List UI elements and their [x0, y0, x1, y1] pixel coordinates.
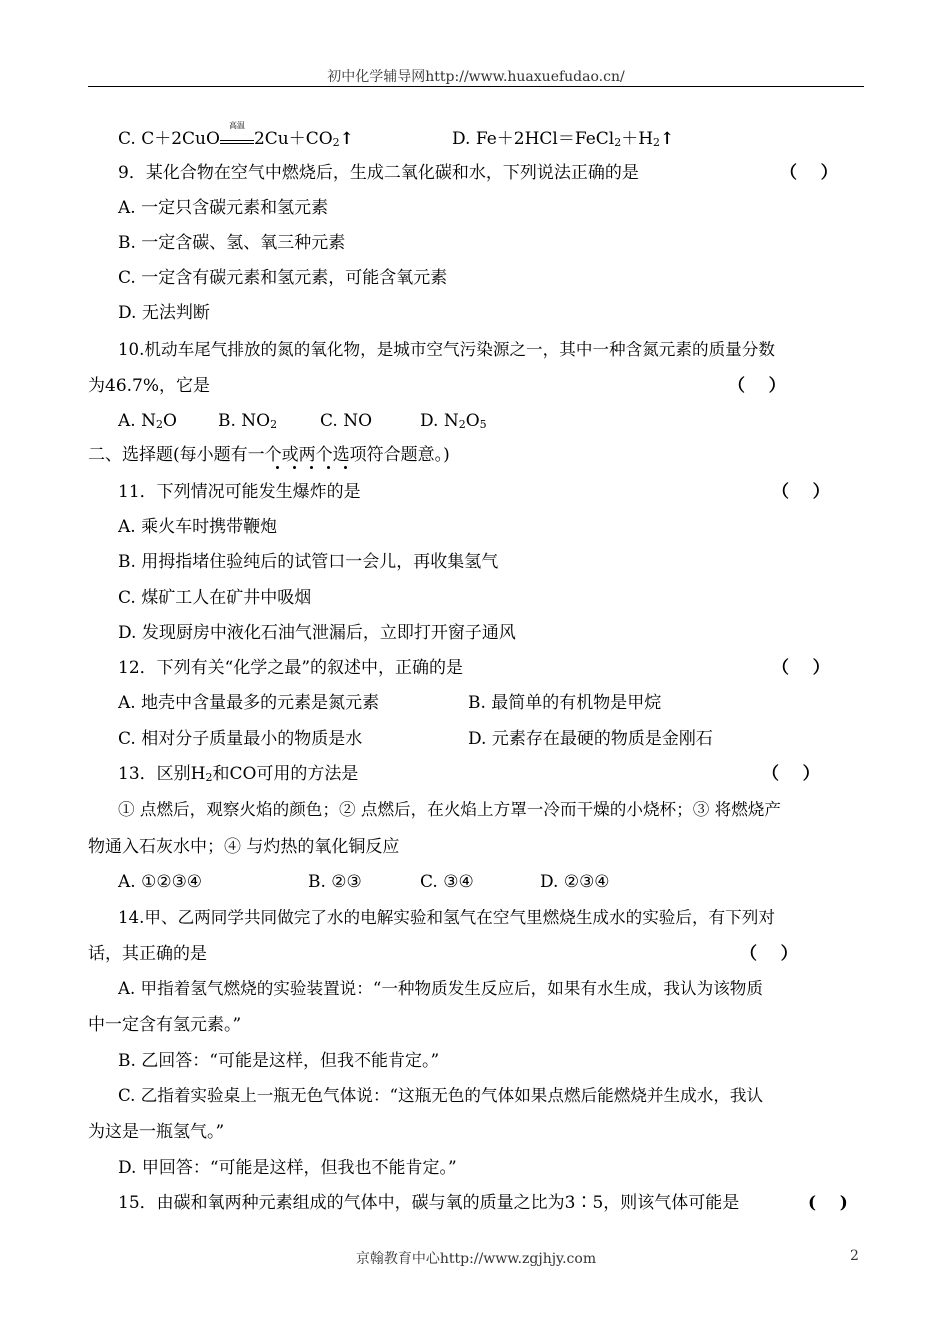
q10-option-a [118, 410, 177, 436]
q14-option-a-line1: A. 甲指着氢气燃烧的实验装置说：“一种物质发生反应后，如果有水生成，我认为该物质 [118, 979, 763, 998]
q14-option-c-line2: 为这是一瓶氢气。” [88, 1122, 225, 1142]
section-2-heading: 二、选择题(每小题有一个或两个选项符合题意。) [88, 445, 450, 465]
subscript: 2 [155, 418, 163, 431]
q9-option-d: D. 无法判断 [118, 303, 210, 323]
stem-text: 13．区别H [118, 764, 206, 784]
q14-option-d: D. 甲回答：“可能是这样，但我也不能肯定。” [118, 1158, 457, 1178]
subscript: 2 [458, 418, 466, 431]
q11-option-b: B. 用拇指堵住验纯后的试管口一会儿，再收集氢气 [118, 552, 499, 572]
q14-stem-line1: 14.甲、乙两同学共同做完了水的电解实验和氢气在空气里燃烧生成水的实验后，有下列对 [118, 908, 775, 927]
q9-answer-bracket[interactable]: （ ） [780, 163, 838, 183]
q14-stem-line2: 话，其正确的是 [88, 944, 207, 964]
q14-option-c-line1: C. 乙指着实验桌上一瓶无色气体说：“这瓶无色的气体如果点燃后能燃烧并生成水，我认 [118, 1086, 764, 1105]
q10-option-d [420, 410, 487, 436]
q13-stem [118, 763, 358, 789]
emphasis-dot [310, 466, 313, 469]
q13-answer-bracket[interactable]: （ ） [762, 764, 820, 784]
header-rule [88, 86, 864, 87]
q11-answer-bracket[interactable]: （ ） [772, 482, 830, 502]
q8-option-c [118, 121, 354, 154]
page-header: 初中化学辅导网http://www.huaxuefudao.cn/ [327, 69, 625, 85]
option-text: D. N [420, 411, 459, 431]
q9-option-c: C. 一定含有碳元素和氢元素，可能含氧元素 [118, 268, 448, 288]
page-footer: 京翰教育中心http://www.zgjhjy.com [355, 1251, 597, 1267]
q10-answer-bracket[interactable]: （ ） [728, 376, 786, 396]
stem-text: 和CO可用的方法是 [212, 764, 359, 784]
subscript: 2 [205, 771, 213, 784]
q14-answer-bracket[interactable]: （ ） [740, 944, 798, 964]
q10-stem-line2: 为46.7%，它是 [88, 376, 211, 396]
subscript: 2 [270, 418, 278, 431]
q9-option-a: A. 一定只含碳元素和氢元素 [118, 198, 329, 218]
q10-stem-line1: 10.机动车尾气排放的氮的氧化物，是城市空气污染源之一，其中一种含氮元素的质量分数 [118, 340, 775, 359]
reaction-condition [220, 121, 254, 144]
subscript: 5 [479, 418, 487, 431]
q11-stem: 11．下列情况可能发生爆炸的是 [118, 482, 361, 502]
q13-methods-line2: 物通入石灰水中；④ 与灼热的氧化铜反应 [88, 837, 400, 857]
q11-option-a: A. 乘火车时携带鞭炮 [118, 517, 278, 537]
option-text: B. NO [218, 411, 271, 431]
q13-methods-line1: ① 点燃后，观察火焰的颜色；② 点燃后，在火焰上方罩一冷而干燥的小烧杯；③ 将燃烧产 [118, 800, 781, 819]
q10-option-c: C. NO [320, 411, 373, 431]
q14-option-b: B. 乙回答：“可能是这样，但我不能肯定。” [118, 1051, 440, 1071]
q15-stem: 15．由碳和氧两种元素组成的气体中，碳与氧的质量之比为3∶5，则该气体可能是 [118, 1193, 740, 1213]
subscript: 2 [332, 136, 340, 149]
q13-option-d: D. ②③④ [540, 872, 610, 892]
condition-label: 高温 [228, 121, 245, 130]
q10-option-b [218, 410, 277, 436]
q12-option-d: D. 元素存在最硬的物质是金刚石 [468, 729, 713, 749]
q14-option-a-line2: 中一定含有氢元素。” [88, 1015, 242, 1035]
gas-arrow-icon: ↑ [660, 129, 675, 149]
q9-stem: 9．某化合物在空气中燃烧后，生成二氧化碳和水，下列说法正确的是 [118, 163, 639, 183]
equals-sign [220, 140, 254, 144]
q8-d-text: ＋H [621, 129, 654, 149]
emphasis-dot [344, 466, 347, 469]
option-text: O [465, 411, 480, 431]
q8-c-products: 2Cu＋CO [253, 129, 333, 149]
q8-d-text: D. Fe＋2HCl＝FeCl [452, 129, 615, 149]
q8-option-d [452, 128, 674, 154]
subscript: 2 [614, 136, 622, 149]
q12-option-a: A. 地壳中含量最多的元素是氮元素 [118, 693, 380, 713]
q11-option-c: C. 煤矿工人在矿井中吸烟 [118, 588, 312, 608]
q15-answer-bracket[interactable]: ( ) [808, 1193, 848, 1213]
gas-arrow-icon: ↑ [339, 129, 354, 149]
q12-option-c: C. 相对分子质量最小的物质是水 [118, 729, 363, 749]
q12-option-b: B. 最简单的有机物是甲烷 [468, 693, 662, 713]
q12-stem: 12．下列有关“化学之最”的叙述中，正确的是 [118, 658, 464, 678]
emphasis-dot [327, 466, 330, 469]
q8-c-reactants: C. C＋2CuO [118, 129, 220, 149]
option-text: A. N [118, 411, 156, 431]
q9-option-b: B. 一定含碳、氢、氧三种元素 [118, 233, 346, 253]
q13-option-c: C. ③④ [420, 872, 474, 892]
q13-option-b: B. ②③ [308, 872, 362, 892]
q12-answer-bracket[interactable]: （ ） [772, 658, 830, 678]
q11-option-d: D. 发现厨房中液化石油气泄漏后，立即打开窗子通风 [118, 623, 516, 643]
emphasis-dot [276, 466, 279, 469]
emphasis-dot [293, 466, 296, 469]
page-number: 2 [850, 1248, 859, 1264]
subscript: 2 [653, 136, 661, 149]
option-text: O [162, 411, 177, 431]
q13-option-a: A. ①②③④ [118, 872, 203, 892]
